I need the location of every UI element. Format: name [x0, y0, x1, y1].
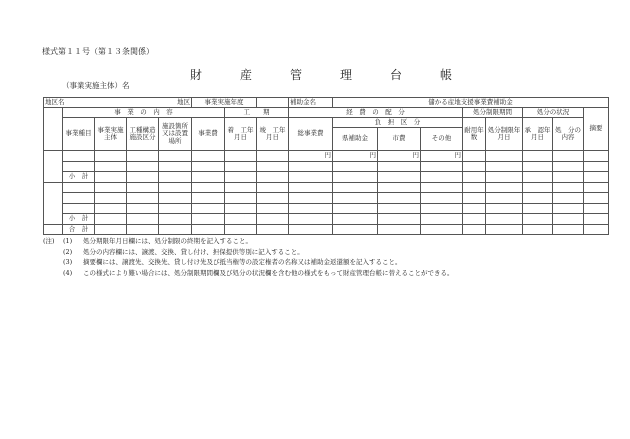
cell[interactable] — [159, 214, 192, 225]
table-row — [44, 161, 609, 172]
group-cell[interactable] — [44, 151, 63, 183]
cell[interactable] — [159, 203, 192, 214]
cell[interactable] — [378, 161, 421, 172]
cell[interactable] — [127, 224, 159, 235]
cell[interactable] — [421, 193, 463, 204]
cell[interactable] — [257, 172, 289, 183]
cell[interactable] — [486, 172, 523, 183]
disposal-limit-date-header: 処分制限年月日 — [486, 118, 523, 151]
cell[interactable] — [289, 224, 333, 235]
cell[interactable] — [584, 224, 609, 235]
cell[interactable] — [159, 182, 192, 193]
note-number: (1) — [63, 237, 73, 245]
cell[interactable] — [63, 203, 95, 214]
cell[interactable] — [225, 172, 257, 183]
cell[interactable] — [63, 193, 95, 204]
note-number: (2) — [63, 247, 73, 256]
subtotal-label: 小 計 — [63, 172, 95, 183]
cell[interactable] — [463, 182, 486, 193]
note-number: (3) — [63, 258, 73, 266]
cell[interactable] — [523, 182, 553, 193]
table-row — [44, 151, 609, 162]
remarks-header: 摘要 — [584, 108, 609, 151]
cell[interactable] — [289, 161, 333, 172]
cell[interactable] — [486, 224, 523, 235]
cell[interactable] — [523, 214, 553, 225]
subtotal-label: 小 計 — [63, 214, 95, 225]
cell[interactable] — [257, 182, 289, 193]
useful-life-header: 耐用年数 — [463, 118, 486, 151]
cell[interactable] — [463, 151, 486, 162]
cell[interactable] — [192, 203, 225, 214]
cell[interactable] — [553, 161, 584, 172]
cell[interactable] — [584, 172, 609, 183]
cell[interactable] — [421, 214, 463, 225]
cell[interactable] — [257, 161, 289, 172]
cell[interactable] — [523, 193, 553, 204]
cell[interactable] — [378, 214, 421, 225]
cell[interactable] — [378, 193, 421, 204]
group-cell[interactable] — [44, 224, 63, 235]
cell[interactable] — [378, 182, 421, 193]
cell[interactable] — [159, 172, 192, 183]
project-type-header: 事業種目 — [63, 118, 95, 151]
cell[interactable] — [523, 172, 553, 183]
fiscal-year-label: 事業実施年度 — [192, 98, 257, 108]
yen-unit: 円 — [333, 151, 378, 162]
table-row — [44, 182, 609, 193]
cell[interactable] — [378, 203, 421, 214]
cell[interactable] — [553, 203, 584, 214]
property-ledger-table — [43, 97, 609, 235]
burden-division-header: 負 担 区 分 — [333, 118, 463, 128]
cell[interactable] — [486, 151, 523, 162]
cell[interactable] — [486, 214, 523, 225]
cell[interactable] — [523, 203, 553, 214]
cell[interactable] — [523, 224, 553, 235]
city-cost-header: 市費 — [378, 128, 421, 151]
cell[interactable] — [486, 161, 523, 172]
district-name-label: 地区名 — [45, 97, 65, 106]
title-char: 台 — [390, 68, 403, 82]
form-number: 様式第１１号（第１３条関係） — [42, 47, 154, 56]
cell[interactable] — [289, 172, 333, 183]
cell[interactable] — [463, 203, 486, 214]
cell[interactable] — [333, 172, 378, 183]
cell[interactable] — [289, 203, 333, 214]
cell[interactable] — [553, 214, 584, 225]
cell[interactable] — [159, 193, 192, 204]
approval-date-header: 承 認年月日 — [523, 118, 553, 151]
total-label: 合 計 — [63, 224, 95, 235]
cell[interactable] — [257, 203, 289, 214]
cell[interactable] — [225, 151, 257, 162]
cost-allocation-header: 経 費 の 配 分 — [289, 108, 463, 118]
note-text: 処分の内容欄には、譲渡、交換、貸し付け、担保提供等別に記入すること。 — [83, 247, 304, 256]
district-name-cell[interactable] — [44, 98, 192, 108]
cell[interactable] — [333, 203, 378, 214]
cell[interactable] — [523, 161, 553, 172]
cell[interactable] — [289, 182, 333, 193]
cell[interactable] — [486, 203, 523, 214]
title-char: 管 — [290, 68, 303, 82]
note-text: 処分期限年月日欄には、処分制限の終期を記入すること。 — [83, 237, 252, 245]
cell[interactable] — [95, 224, 127, 235]
district-suffix: 地区 — [177, 97, 191, 106]
work-type-header: 工種構造施設区分 — [127, 118, 159, 151]
cell[interactable] — [192, 182, 225, 193]
other-header: その他 — [421, 128, 463, 151]
cell[interactable] — [553, 172, 584, 183]
cell[interactable] — [95, 151, 127, 162]
prefecture-subsidy-header: 県補助金 — [333, 128, 378, 151]
completion-date-header: 竣 工年月日 — [257, 118, 289, 151]
cell[interactable] — [159, 161, 192, 172]
total-cost-header: 総事業費 — [289, 118, 333, 151]
cell[interactable] — [584, 161, 609, 172]
disposal-limit-period-header: 処分制限期間 — [463, 108, 523, 118]
yen-unit: 円 — [421, 151, 463, 162]
cell[interactable] — [63, 161, 95, 172]
table-row — [44, 203, 609, 214]
cell[interactable] — [192, 151, 225, 162]
cell[interactable] — [225, 224, 257, 235]
cell[interactable] — [523, 151, 553, 162]
cell[interactable] — [257, 151, 289, 162]
cell[interactable] — [333, 224, 378, 235]
yen-unit: 円 — [289, 151, 333, 162]
cell[interactable] — [486, 193, 523, 204]
disposal-status-header: 処分の状況 — [523, 108, 584, 118]
cell[interactable] — [463, 224, 486, 235]
cell[interactable] — [289, 214, 333, 225]
project-cost-header: 事業費 — [192, 118, 225, 151]
cell[interactable] — [333, 214, 378, 225]
project-content-header: 事 業 の 内 容 — [63, 108, 225, 118]
fiscal-year-value[interactable] — [257, 98, 289, 108]
cell[interactable] — [257, 214, 289, 225]
title-char: 産 — [240, 68, 253, 82]
cell[interactable] — [257, 224, 289, 235]
group-cell[interactable] — [44, 182, 63, 224]
cell[interactable] — [95, 182, 127, 193]
title-char: 財 — [190, 68, 203, 82]
cell[interactable] — [225, 182, 257, 193]
cell[interactable] — [584, 214, 609, 225]
notes-prefix: (注) — [43, 237, 55, 245]
cell[interactable] — [421, 161, 463, 172]
cell[interactable] — [192, 161, 225, 172]
cell[interactable] — [192, 224, 225, 235]
page-title — [190, 66, 490, 83]
subsidy-name-value: 儲かる産地支援事業費補助金 — [333, 98, 609, 108]
cell[interactable] — [225, 203, 257, 214]
cell[interactable] — [378, 224, 421, 235]
facility-location-header: 施設箇所又は設置場所 — [159, 118, 192, 151]
cell[interactable] — [95, 161, 127, 172]
cell[interactable] — [63, 182, 95, 193]
cell[interactable] — [127, 214, 159, 225]
cell[interactable] — [192, 214, 225, 225]
cell[interactable] — [95, 172, 127, 183]
cell[interactable] — [421, 172, 463, 183]
cell[interactable] — [95, 203, 127, 214]
cell[interactable] — [225, 214, 257, 225]
notes — [43, 236, 454, 278]
note-text: この様式により難い場合には、処分制限期間欄及び処分の状況欄を含む他の様式をもって財産管理台帳に替えることができる。 — [83, 268, 454, 277]
cell[interactable] — [421, 182, 463, 193]
cell[interactable] — [192, 172, 225, 183]
cell[interactable] — [486, 182, 523, 193]
cell[interactable] — [225, 193, 257, 204]
cell[interactable] — [289, 193, 333, 204]
cell[interactable] — [225, 161, 257, 172]
cell[interactable] — [127, 193, 159, 204]
subtotal-row — [44, 214, 609, 225]
cell[interactable] — [553, 182, 584, 193]
cell[interactable] — [127, 161, 159, 172]
cell[interactable] — [421, 203, 463, 214]
cell[interactable] — [95, 214, 127, 225]
subtotal-row — [44, 172, 609, 183]
cell[interactable] — [333, 161, 378, 172]
yen-unit: 円 — [378, 151, 421, 162]
entity-name-label: （事業実施主体）名 — [62, 81, 130, 90]
cell[interactable] — [127, 151, 159, 162]
cell[interactable] — [257, 193, 289, 204]
cell[interactable] — [127, 172, 159, 183]
cell[interactable] — [463, 172, 486, 183]
title-char: 理 — [340, 68, 353, 82]
cell[interactable] — [333, 193, 378, 204]
cell[interactable] — [553, 193, 584, 204]
cell[interactable] — [378, 172, 421, 183]
cell[interactable] — [463, 161, 486, 172]
cell[interactable] — [584, 193, 609, 204]
cell[interactable] — [192, 193, 225, 204]
subsidy-name-label: 補助金名 — [289, 98, 333, 108]
cell[interactable] — [584, 203, 609, 214]
cell[interactable] — [127, 182, 159, 193]
cell[interactable] — [553, 151, 584, 162]
cell[interactable] — [159, 224, 192, 235]
title-char: 帳 — [440, 68, 453, 82]
note-number: (4) — [63, 268, 73, 277]
cell[interactable] — [333, 182, 378, 193]
table-row — [44, 193, 609, 204]
disposal-content-header: 処 分の内容 — [553, 118, 584, 151]
cell[interactable] — [463, 214, 486, 225]
cell[interactable] — [463, 193, 486, 204]
implementing-body-header: 事業実施主体 — [95, 118, 127, 151]
cell[interactable] — [95, 193, 127, 204]
cell[interactable] — [63, 151, 95, 162]
start-date-header: 着 工年月日 — [225, 118, 257, 151]
cell[interactable] — [584, 182, 609, 193]
cell[interactable] — [159, 151, 192, 162]
cell[interactable] — [584, 151, 609, 162]
construction-period-header: 工 期 — [225, 108, 289, 118]
cell[interactable] — [553, 224, 584, 235]
total-row — [44, 224, 609, 235]
cell[interactable] — [421, 224, 463, 235]
note-text: 摘要欄には、譲渡先、交換先、貸し付け先及び抵当権等の設定権者の名称又は補助金返還額を記入すること。 — [83, 258, 402, 266]
cell[interactable] — [127, 203, 159, 214]
group-column-header — [44, 108, 63, 151]
